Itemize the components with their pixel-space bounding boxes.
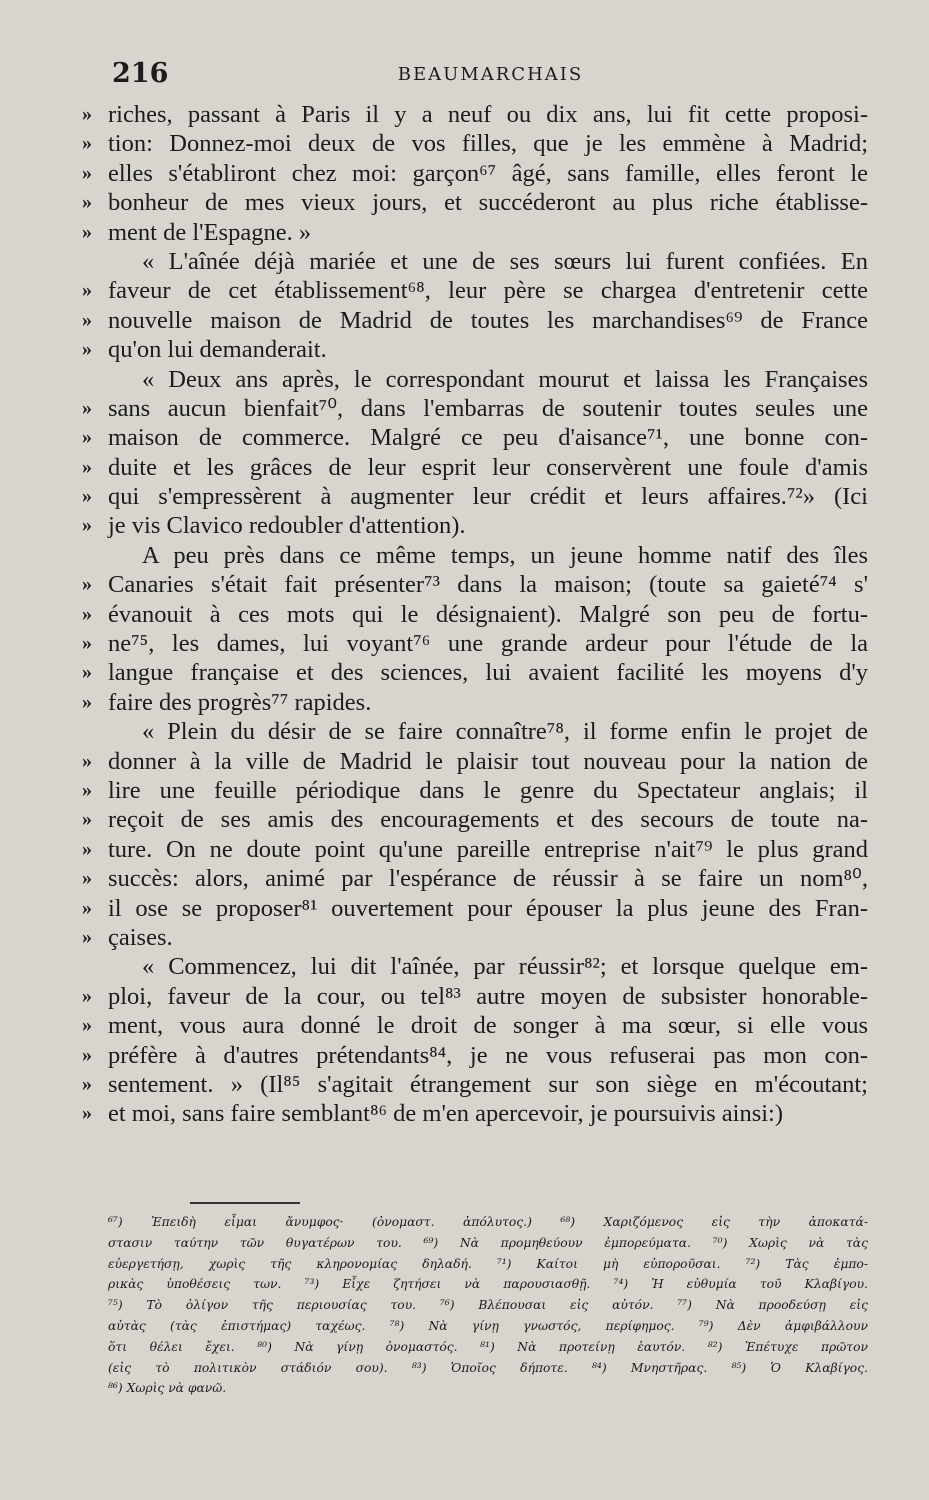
text-line <box>82 894 868 923</box>
text-line <box>82 453 868 482</box>
line-text: succès: alors, animé par l'espérance de réussir à se faire un nom⁸⁰, <box>108 865 868 893</box>
quote-mark: » <box>82 279 92 302</box>
line-text: bonheur de mes vieux jours, et succéderont au plus riche établisse- <box>108 189 868 217</box>
line-text: ploi, faveur de la cour, ou tel⁸³ autre moyen de subsister honorable- <box>108 982 868 1010</box>
quote-mark: » <box>82 984 92 1007</box>
line-text: nouvelle maison de Madrid de toutes les marchandises⁶⁹ de France <box>108 306 868 334</box>
line-text: sentement. » (Il⁸⁵ s'agitait étrangement sur son siège en m'écoutant; <box>108 1070 868 1098</box>
line-text: çaises. <box>108 923 173 951</box>
text-line <box>82 423 868 452</box>
line-text: « L'aînée déjà mariée et une de ses sœurs lui furent confiées. En <box>142 247 868 275</box>
footnote-line: ρικὰς ὑποθέσεις των. ⁷³) Εἶχε ζητήσει νὰ παρουσιασθῇ. ⁷⁴) Ἡ εὐθυμία τοῦ Κλαβίγου. <box>108 1277 868 1292</box>
line-text: « Deux ans après, le correspondant mourut et laissa les Françaises <box>142 365 868 393</box>
quote-mark: » <box>82 191 92 214</box>
text-line <box>82 159 868 188</box>
quote-mark: » <box>82 661 92 684</box>
text-line <box>82 511 868 540</box>
quote-mark: » <box>82 778 92 801</box>
line-text: tion: Donnez-moi deux de vos filles, que je les emmène à Madrid; <box>108 130 868 158</box>
line-text: et moi, sans faire semblant⁸⁶ de m'en apercevoir, je poursuivis ainsi:) <box>108 1100 784 1128</box>
text-line <box>82 1041 868 1070</box>
line-text: faveur de cet établissement⁶⁸, leur père se chargea d'entretenir cette <box>108 277 868 305</box>
line-text: donner à la ville de Madrid le plaisir tout nouveau pour la nation de <box>108 747 868 775</box>
quote-mark: » <box>82 103 92 125</box>
quote-mark: » <box>82 514 92 537</box>
line-text: faire des progrès⁷⁷ rapides. <box>108 688 372 716</box>
line-text: riches, passant à Paris il y a neuf ou dix ans, lui fit cette proposi- <box>108 101 868 128</box>
text-line <box>82 306 868 335</box>
text-line <box>82 482 868 511</box>
running-head <box>112 58 869 94</box>
footnote-line: ὅτι θέλει ἔχει. ⁸⁰) Νὰ γίνῃ ὀνομαστός. ⁸¹) Νὰ προτείνῃ ἑαυτόν. ⁸²) Ἐπέτυχε πρῶτον <box>108 1339 868 1354</box>
text-line <box>82 864 868 893</box>
footnote-line: στασιν ταύτην τῶν θυγατέρων του. ⁶⁹) Νὰ προμηθεύουν ἐμπορεύματα. ⁷⁰) Χωρὶς νὰ τὰς <box>108 1235 868 1250</box>
line-text: ture. On ne doute point qu'une pareille entreprise n'ait⁷⁹ le plus grand <box>108 835 868 863</box>
line-text: il ose se proposer⁸¹ ouvertement pour épouser la plus jeune des Fran- <box>108 894 868 922</box>
quote-mark: » <box>82 161 92 184</box>
text-line <box>108 247 868 276</box>
text-line <box>82 600 868 629</box>
line-text: maison de commerce. Malgré ce peu d'aisance⁷¹, une bonne con- <box>108 424 868 452</box>
text-line <box>82 776 868 805</box>
text-line <box>82 835 868 864</box>
quote-mark: » <box>82 308 92 331</box>
text-line <box>108 541 868 570</box>
footnote-line: ⁸⁶) Χωρὶς νὰ φανῶ. <box>108 1381 227 1396</box>
line-text: qui s'empressèrent à augmenter leur crédit et leurs affaires.⁷²» (Ici <box>108 483 868 511</box>
line-text: langue française et des sciences, lui avaient facilité les moyens d'y <box>108 659 868 687</box>
text-line <box>82 394 868 423</box>
text-line <box>82 982 868 1011</box>
quote-mark: » <box>82 1014 92 1037</box>
quote-mark: » <box>82 1072 92 1095</box>
text-line <box>82 629 868 658</box>
line-text: elles s'établiront chez moi: garçon⁶⁷ âgé, sans famille, elles feront le <box>108 159 868 187</box>
body-text <box>82 100 868 1129</box>
footnote-line: (εἰς τὸ πολιτικὸν στάδιόν σου). ⁸³) Ὁποῖος δήποτε. ⁸⁴) Μνηστῆρας. ⁸⁵) Ὁ Κλαβίγος. <box>108 1360 868 1375</box>
footnotes <box>108 1212 868 1399</box>
line-text: évanouit à ces mots qui le désignaient). Malgré son peu de fortu- <box>108 600 868 628</box>
text-line <box>82 688 868 717</box>
text-line <box>108 952 868 981</box>
quote-mark: » <box>82 749 92 772</box>
quote-mark: » <box>82 485 92 508</box>
quote-mark: » <box>82 220 92 243</box>
text-line <box>82 1099 868 1128</box>
text-line <box>108 365 868 394</box>
line-text: sans aucun bienfait⁷⁰, dans l'embarras de soutenir toutes seules une <box>108 394 868 422</box>
quote-mark: » <box>82 132 92 155</box>
quote-mark: » <box>82 426 92 449</box>
quote-mark: » <box>82 808 92 831</box>
text-line <box>82 1070 868 1099</box>
page-number: 216 <box>112 58 169 89</box>
line-text: Canaries s'était fait présenter⁷³ dans la maison; (toute sa gaieté⁷⁴ s' <box>108 571 868 599</box>
footnote-line: ⁶⁷) Ἐπειδὴ εἶμαι ἄνυμφος· (ὀνομαστ. ἀπόλυτος.) ⁶⁸) Χαριζόμενος εἰς τὴν ἀποκατά- <box>108 1215 868 1229</box>
line-text: lire une feuille périodique dans le genre du Spectateur anglais; il <box>108 776 868 804</box>
line-text: duite et les grâces de leur esprit leur conservèrent une foule d'amis <box>108 453 868 481</box>
text-line <box>82 188 868 217</box>
text-line <box>108 717 868 746</box>
line-text: A peu près dans ce même temps, un jeune homme natif des îles <box>142 541 868 569</box>
text-line <box>82 923 868 952</box>
quote-mark: » <box>82 455 92 478</box>
line-text: ne⁷⁵, les dames, lui voyant⁷⁶ une grande ardeur pour l'étude de la <box>108 630 868 658</box>
text-line <box>82 805 868 834</box>
text-line <box>82 335 868 364</box>
quote-mark: » <box>82 925 92 948</box>
line-text: « Commencez, lui dit l'aînée, par réussir⁸²; et lorsque quelque em- <box>142 953 868 981</box>
line-text: « Plein du désir de se faire connaître⁷⁸, il forme enfin le projet de <box>142 718 868 746</box>
quote-mark: » <box>82 837 92 860</box>
line-text: préfère à d'autres prétendants⁸⁴, je ne vous refuserai pas mon con- <box>108 1041 868 1069</box>
quote-mark: » <box>82 690 92 713</box>
quote-mark: » <box>82 1043 92 1066</box>
quote-mark: » <box>82 573 92 596</box>
quote-mark: » <box>82 1102 92 1125</box>
line-text: reçoit de ses amis des encouragements et des secours de toute na- <box>108 806 868 834</box>
line-text: ment, vous aura donné le droit de songer à ma sœur, si elle vous <box>108 1012 868 1040</box>
quote-mark: » <box>82 396 92 419</box>
quote-mark: » <box>82 867 92 890</box>
running-title: BEAUMARCHAIS <box>397 64 584 85</box>
text-line <box>82 276 868 305</box>
quote-mark: » <box>82 896 92 919</box>
text-line <box>82 658 868 687</box>
text-line <box>82 747 868 776</box>
quote-mark: » <box>82 602 92 625</box>
text-line <box>82 1011 868 1040</box>
line-text: je vis Clavico redoubler d'attention). <box>108 512 466 540</box>
footnote-line: ⁷⁵) Τὸ ὀλίγον τῆς περιουσίας του. ⁷⁶) Βλέπουσαι εἰς αὐτόν. ⁷⁷) Νὰ προοδεύσῃ εἰς <box>108 1298 868 1313</box>
text-line <box>82 100 868 129</box>
text-line <box>82 570 868 599</box>
text-line <box>82 218 868 247</box>
line-text: ment de l'Espagne. » <box>108 218 312 246</box>
line-text: qu'on lui demanderait. <box>108 336 327 364</box>
text-line <box>82 129 868 158</box>
footnote-line: αὐτὰς (τὰς ἐπιστήμας) ταχέως. ⁷⁸) Νὰ γίνῃ γνωστός, περίφημος. ⁷⁹) Δὲν ἀμφιβάλλουν <box>108 1318 868 1333</box>
quote-mark: » <box>82 632 92 655</box>
footnote-rule <box>190 1202 300 1204</box>
quote-mark: » <box>82 338 92 361</box>
footnote-line: εὐεργετήσῃ, χωρὶς τῆς κληρονομίας δηλαδή. ⁷¹) Καίτοι μὴ εὐποροῦσαι. ⁷²) Τὰς ἐμπο- <box>108 1256 868 1271</box>
